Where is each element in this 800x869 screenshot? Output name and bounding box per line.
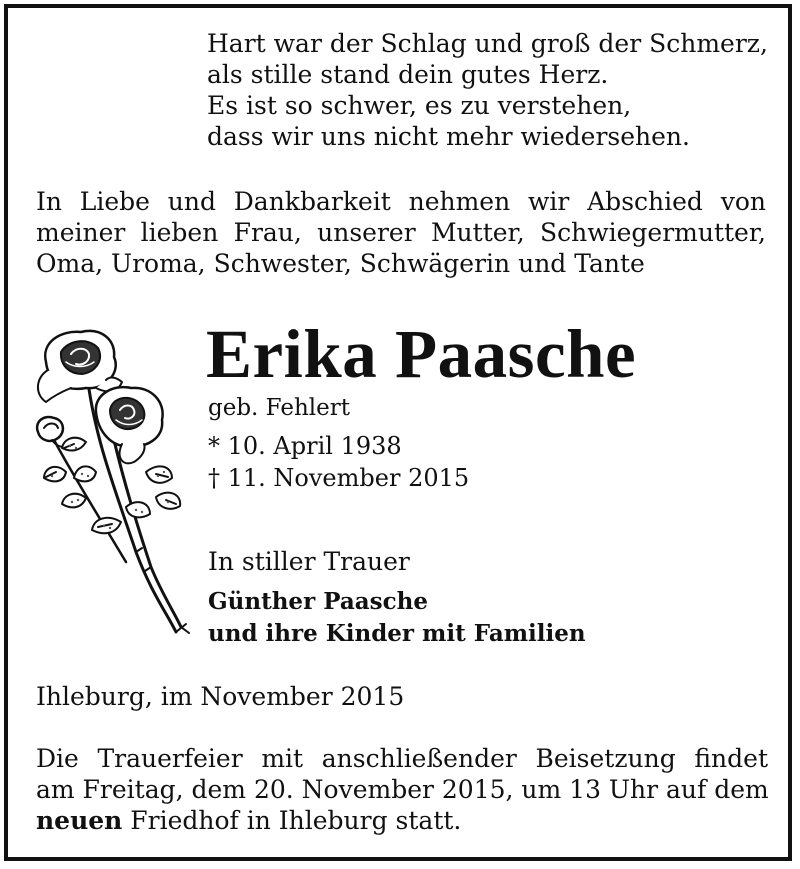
farewell-line: meiner lieben Frau, unserer Mutter, Schwiegermutter,	[36, 218, 766, 247]
farewell-line: Oma, Uroma, Schwester, Schwägerin und Tante	[36, 249, 645, 278]
mourner-line: Günther Paasche	[208, 588, 428, 615]
service-line-rest: Friedhof in Ihleburg statt.	[122, 806, 462, 835]
service-emphasis: neuen	[36, 806, 123, 835]
mourners	[208, 586, 586, 650]
rose-illustration	[26, 322, 196, 640]
farewell-line: In Liebe und Dankbarkeit nehmen wir Abschied von	[36, 187, 766, 216]
poem-line: als stille stand dein gutes Herz.	[207, 60, 609, 89]
mourner-line: und ihre Kinder mit Familien	[208, 620, 586, 647]
poem	[207, 28, 768, 152]
service-line: am Freitag, dem 20. November 2015, um 13 Uhr auf dem	[36, 775, 769, 804]
poem-line: Hart war der Schlag und groß der Schmerz,	[207, 29, 768, 58]
service-line	[36, 805, 768, 836]
mourning-heading: In stiller Trauer	[208, 547, 410, 576]
birth-name: geb. Fehlert	[208, 395, 351, 421]
poem-line: dass wir uns nicht mehr wiedersehen.	[207, 122, 690, 151]
poem-line: Es ist so schwer, es zu verstehen,	[207, 91, 632, 120]
farewell-text	[36, 186, 766, 279]
deceased-name: Erika Paasche	[206, 316, 637, 392]
funeral-service-notice	[36, 743, 768, 836]
service-line: Die Trauerfeier mit anschließender Beisetzung findet	[36, 744, 768, 773]
place-date: Ihleburg, im November 2015	[36, 682, 405, 711]
death-date: † 11. November 2015	[208, 464, 470, 492]
birth-date: * 10. April 1938	[208, 432, 402, 460]
life-dates	[208, 430, 469, 494]
